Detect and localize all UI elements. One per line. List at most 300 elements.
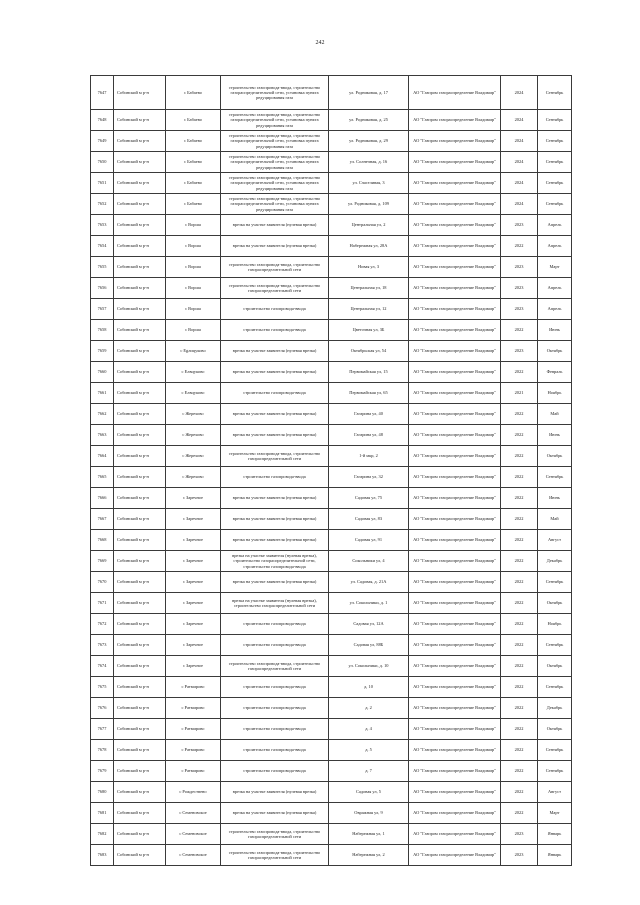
work-type-cell: строительство газопровода-ввода, строительство газораспределительной сети, установка пункта редуцирования газа xyxy=(221,110,329,131)
work-type-cell: врезка на участке заявителя (нулевая врезка), строительство газораспределительной сети, строительство газопровода-ввода xyxy=(221,551,329,572)
address-cell: Набережная ул, 2 xyxy=(329,845,409,866)
organization-cell: АО "Газпром газораспределение Владимир" xyxy=(409,824,501,845)
work-type-cell: строительство газопровода-ввода, строительство газораспределительной сети, установка пункта редуцирования газа xyxy=(221,131,329,152)
district-cell: Собинский м р-н xyxy=(114,320,166,341)
year-cell: 2022 xyxy=(501,530,538,551)
address-cell: Набережная ул, 1 xyxy=(329,824,409,845)
month-cell: Февраль xyxy=(538,362,572,383)
year-cell: 2022 xyxy=(501,698,538,719)
organization-cell: АО "Газпром газораспределение Владимир" xyxy=(409,656,501,677)
work-type-cell: строительство газопровода-ввода, строительство газораспределительной сети, установка пункта редуцирования газа xyxy=(221,76,329,110)
organization-cell: АО "Газпром газораспределение Владимир" xyxy=(409,593,501,614)
work-type-cell: строительство газопровода-ввода, строительство газораспределительной сети xyxy=(221,656,329,677)
settlement-cell: с Заречное xyxy=(166,656,221,677)
month-cell: Октябрь xyxy=(538,719,572,740)
row-number: 7649 xyxy=(91,131,114,152)
table-row xyxy=(91,845,572,866)
work-type-cell: врезка на участке заявителя (нулевая врезка) xyxy=(221,782,329,803)
row-number: 7650 xyxy=(91,152,114,173)
address-cell: Гагарина ул, 40 xyxy=(329,404,409,425)
year-cell: 2022 xyxy=(501,677,538,698)
district-cell: Собинский м р-н xyxy=(114,782,166,803)
work-type-cell: строительство газопровода-ввода xyxy=(221,761,329,782)
year-cell: 2022 xyxy=(501,803,538,824)
settlement-cell: с Ворша xyxy=(166,236,221,257)
work-type-cell: врезка на участке заявителя (нулевая врезка) xyxy=(221,572,329,593)
table-row xyxy=(91,278,572,299)
address-cell: ул. Сокольники, д. 1 xyxy=(329,593,409,614)
year-cell: 2022 xyxy=(501,656,538,677)
work-type-cell: строительство газопровода-ввода, строительство газораспределительной сети xyxy=(221,824,329,845)
row-number: 7679 xyxy=(91,761,114,782)
address-cell: д. 4 xyxy=(329,719,409,740)
settlement-cell: с Семеновское xyxy=(166,803,221,824)
month-cell: Июнь xyxy=(538,425,572,446)
district-cell: Собинский м р-н xyxy=(114,236,166,257)
month-cell: Июнь xyxy=(538,320,572,341)
work-type-cell: врезка на участке заявителя (нулевая врезка) xyxy=(221,215,329,236)
table-row xyxy=(91,362,572,383)
month-cell: Октябрь xyxy=(538,446,572,467)
work-type-cell: врезка на участке заявителя (нулевая врезка) xyxy=(221,488,329,509)
row-number: 7647 xyxy=(91,76,114,110)
address-cell: Садовая ул, 75 xyxy=(329,488,409,509)
month-cell: Июнь xyxy=(538,488,572,509)
organization-cell: АО "Газпром газораспределение Владимир" xyxy=(409,551,501,572)
month-cell: Декабрь xyxy=(538,551,572,572)
year-cell: 2023 xyxy=(501,845,538,866)
year-cell: 2024 xyxy=(501,131,538,152)
organization-cell: АО "Газпром газораспределение Владимир" xyxy=(409,761,501,782)
organization-cell: АО "Газпром газораспределение Владимир" xyxy=(409,677,501,698)
address-cell: Первомайская ул, 15 xyxy=(329,362,409,383)
row-number: 7652 xyxy=(91,194,114,215)
year-cell: 2022 xyxy=(501,404,538,425)
organization-cell: АО "Газпром газораспределение Владимир" xyxy=(409,698,501,719)
work-type-cell: строительство газопровода-ввода xyxy=(221,635,329,656)
month-cell: Сентябрь xyxy=(538,677,572,698)
work-type-cell: строительство газопровода-ввода xyxy=(221,614,329,635)
row-number: 7680 xyxy=(91,782,114,803)
district-cell: Собинский м р-н xyxy=(114,740,166,761)
district-cell: Собинский м р-н xyxy=(114,278,166,299)
organization-cell: АО "Газпром газораспределение Владимир" xyxy=(409,173,501,194)
table-row xyxy=(91,635,572,656)
organization-cell: АО "Газпром газораспределение Владимир" xyxy=(409,719,501,740)
organization-cell: АО "Газпром газораспределение Владимир" xyxy=(409,215,501,236)
settlement-cell: с Ворша xyxy=(166,320,221,341)
year-cell: 2022 xyxy=(501,761,538,782)
row-number: 7656 xyxy=(91,278,114,299)
year-cell: 2022 xyxy=(501,614,538,635)
district-cell: Собинский м р-н xyxy=(114,425,166,446)
address-cell: Гагарина ул, 32 xyxy=(329,467,409,488)
year-cell: 2023 xyxy=(501,824,538,845)
table-row xyxy=(91,740,572,761)
district-cell: Собинский м р-н xyxy=(114,215,166,236)
district-cell: Собинский м р-н xyxy=(114,845,166,866)
district-cell: Собинский м р-н xyxy=(114,698,166,719)
organization-cell: АО "Газпром газораспределение Владимир" xyxy=(409,320,501,341)
settlement-cell: с Жерехово xyxy=(166,425,221,446)
row-number: 7666 xyxy=(91,488,114,509)
month-cell: Январь xyxy=(538,824,572,845)
district-cell: Собинский м р-н xyxy=(114,76,166,110)
row-number: 7655 xyxy=(91,257,114,278)
settlement-cell: с Бабаево xyxy=(166,194,221,215)
month-cell: Август xyxy=(538,782,572,803)
work-type-cell: строительство газопровода-ввода xyxy=(221,320,329,341)
table-row xyxy=(91,76,572,110)
row-number: 7654 xyxy=(91,236,114,257)
month-cell: Сентябрь xyxy=(538,740,572,761)
work-type-cell: строительство газопровода-ввода, строительство газораспределительной сети, установка пункта редуцирования газа xyxy=(221,152,329,173)
district-cell: Собинский м р-н xyxy=(114,341,166,362)
month-cell: Сентябрь xyxy=(538,76,572,110)
table-row xyxy=(91,257,572,278)
work-type-cell: строительство газопровода-ввода xyxy=(221,719,329,740)
row-number: 7661 xyxy=(91,383,114,404)
settlement-cell: с Заречное xyxy=(166,614,221,635)
organization-cell: АО "Газпром газораспределение Владимир" xyxy=(409,131,501,152)
address-cell: д. 5 xyxy=(329,740,409,761)
settlement-cell: с Ратмирово xyxy=(166,719,221,740)
row-number: 7668 xyxy=(91,530,114,551)
work-type-cell: врезка на участке заявителя (нулевая врезка) xyxy=(221,341,329,362)
table-row xyxy=(91,572,572,593)
settlement-cell: с Семеновское xyxy=(166,845,221,866)
row-number: 7681 xyxy=(91,803,114,824)
table-row xyxy=(91,803,572,824)
table-row xyxy=(91,173,572,194)
district-cell: Собинский м р-н xyxy=(114,824,166,845)
year-cell: 2022 xyxy=(501,782,538,803)
row-number: 7675 xyxy=(91,677,114,698)
row-number: 7673 xyxy=(91,635,114,656)
month-cell: Март xyxy=(538,257,572,278)
year-cell: 2022 xyxy=(501,446,538,467)
table-row xyxy=(91,530,572,551)
work-type-cell: строительство газопровода-ввода xyxy=(221,740,329,761)
year-cell: 2024 xyxy=(501,173,538,194)
organization-cell: АО "Газпром газораспределение Владимир" xyxy=(409,404,501,425)
district-cell: Собинский м р-н xyxy=(114,614,166,635)
organization-cell: АО "Газпром газораспределение Владимир" xyxy=(409,383,501,404)
address-cell: ул. Счастливая, 3 xyxy=(329,173,409,194)
page-number: 242 xyxy=(315,40,325,46)
district-cell: Собинский м р-н xyxy=(114,719,166,740)
table-row xyxy=(91,677,572,698)
row-number: 7663 xyxy=(91,425,114,446)
address-cell: Октябрьская ул, 54 xyxy=(329,341,409,362)
organization-cell: АО "Газпром газораспределение Владимир" xyxy=(409,488,501,509)
address-cell: Садовая ул, 83 xyxy=(329,509,409,530)
month-cell: Апрель xyxy=(538,278,572,299)
organization-cell: АО "Газпром газораспределение Владимир" xyxy=(409,341,501,362)
month-cell: Апрель xyxy=(538,215,572,236)
district-cell: Собинский м р-н xyxy=(114,761,166,782)
row-number: 7662 xyxy=(91,404,114,425)
address-cell: ул. Родниковая, д. 29 xyxy=(329,131,409,152)
address-cell: д. 7 xyxy=(329,761,409,782)
row-number: 7670 xyxy=(91,572,114,593)
organization-cell: АО "Газпром газораспределение Владимир" xyxy=(409,572,501,593)
year-cell: 2023 xyxy=(501,215,538,236)
year-cell: 2022 xyxy=(501,719,538,740)
address-cell: Первомайская ул, 65 xyxy=(329,383,409,404)
month-cell: Апрель xyxy=(538,299,572,320)
organization-cell: АО "Газпром газораспределение Владимир" xyxy=(409,845,501,866)
address-cell: Садовая ул, 91 xyxy=(329,530,409,551)
work-type-cell: врезка на участке заявителя (нулевая врезка) xyxy=(221,803,329,824)
row-number: 7677 xyxy=(91,719,114,740)
district-cell: Собинский м р-н xyxy=(114,530,166,551)
year-cell: 2022 xyxy=(501,740,538,761)
month-cell: Сентябрь xyxy=(538,152,572,173)
work-type-cell: строительство газопровода-ввода, строительство газораспределительной сети xyxy=(221,446,329,467)
table-row xyxy=(91,320,572,341)
row-number: 7665 xyxy=(91,467,114,488)
row-number: 7658 xyxy=(91,320,114,341)
organization-cell: АО "Газпром газораспределение Владимир" xyxy=(409,194,501,215)
district-cell: Собинский м р-н xyxy=(114,173,166,194)
year-cell: 2022 xyxy=(501,362,538,383)
organization-cell: АО "Газпром газораспределение Владимир" xyxy=(409,782,501,803)
settlement-cell: с Ворша xyxy=(166,278,221,299)
row-number: 7651 xyxy=(91,173,114,194)
work-type-cell: врезка на участке заявителя (нулевая врезка) xyxy=(221,236,329,257)
year-cell: 2024 xyxy=(501,194,538,215)
work-type-cell: врезка на участке заявителя (нулевая врезка) xyxy=(221,530,329,551)
district-cell: Собинский м р-н xyxy=(114,110,166,131)
table-row xyxy=(91,341,572,362)
month-cell: Ноябрь xyxy=(538,614,572,635)
row-number: 7676 xyxy=(91,698,114,719)
settlement-cell: с Рождествено xyxy=(166,782,221,803)
district-cell: Собинский м р-н xyxy=(114,194,166,215)
table-row xyxy=(91,110,572,131)
table-row xyxy=(91,719,572,740)
table-row xyxy=(91,509,572,530)
district-cell: Собинский м р-н xyxy=(114,593,166,614)
address-cell: Цветочная ул, 3Б xyxy=(329,320,409,341)
table-row xyxy=(91,698,572,719)
year-cell: 2022 xyxy=(501,509,538,530)
gasification-table xyxy=(90,75,572,866)
row-number: 7678 xyxy=(91,740,114,761)
organization-cell: АО "Газпром газораспределение Владимир" xyxy=(409,614,501,635)
settlement-cell: с Бабаево xyxy=(166,76,221,110)
table-row xyxy=(91,488,572,509)
address-cell: Гагарина ул, 48 xyxy=(329,425,409,446)
settlement-cell: с Бабаево xyxy=(166,110,221,131)
work-type-cell: строительство газопровода-ввода, строительство газораспределительной сети xyxy=(221,257,329,278)
organization-cell: АО "Газпром газораспределение Владимир" xyxy=(409,467,501,488)
settlement-cell: с Семеновское xyxy=(166,824,221,845)
address-cell: Сокольники ул, 4 xyxy=(329,551,409,572)
district-cell: Собинский м р-н xyxy=(114,257,166,278)
year-cell: 2023 xyxy=(501,257,538,278)
month-cell: Декабрь xyxy=(538,698,572,719)
table-row xyxy=(91,131,572,152)
district-cell: Собинский м р-н xyxy=(114,152,166,173)
address-cell: Садовая ул, 12А xyxy=(329,614,409,635)
table-row xyxy=(91,467,572,488)
work-type-cell: врезка на участке заявителя (нулевая врезка), строительство газораспределительной сети xyxy=(221,593,329,614)
month-cell: Март xyxy=(538,803,572,824)
table-row xyxy=(91,782,572,803)
table-row xyxy=(91,656,572,677)
row-number: 7674 xyxy=(91,656,114,677)
year-cell: 2022 xyxy=(501,488,538,509)
work-type-cell: строительство газопровода-ввода, строительство газораспределительной сети xyxy=(221,278,329,299)
organization-cell: АО "Газпром газораспределение Владимир" xyxy=(409,76,501,110)
organization-cell: АО "Газпром газораспределение Владимир" xyxy=(409,740,501,761)
settlement-cell: с Заречное xyxy=(166,530,221,551)
address-cell: Набережная ул, 28А xyxy=(329,236,409,257)
work-type-cell: строительство газопровода-ввода, строительство газораспределительной сети xyxy=(221,845,329,866)
address-cell: Центральная ул, 18 xyxy=(329,278,409,299)
table-row xyxy=(91,152,572,173)
row-number: 7664 xyxy=(91,446,114,467)
settlement-cell: с Елвцуково xyxy=(166,383,221,404)
row-number: 7671 xyxy=(91,593,114,614)
table-row xyxy=(91,383,572,404)
table-row xyxy=(91,236,572,257)
settlement-cell: с Жерехово xyxy=(166,404,221,425)
month-cell: Сентябрь xyxy=(538,173,572,194)
organization-cell: АО "Газпром газораспределение Владимир" xyxy=(409,635,501,656)
address-cell: ул. Родниковая, д. 17 xyxy=(329,76,409,110)
settlement-cell: с Ворша xyxy=(166,257,221,278)
organization-cell: АО "Газпром газораспределение Владимир" xyxy=(409,257,501,278)
row-number: 7672 xyxy=(91,614,114,635)
month-cell: Сентябрь xyxy=(538,761,572,782)
row-number: 7683 xyxy=(91,845,114,866)
table-row xyxy=(91,299,572,320)
year-cell: 2022 xyxy=(501,425,538,446)
year-cell: 2024 xyxy=(501,76,538,110)
district-cell: Собинский м р-н xyxy=(114,131,166,152)
work-type-cell: строительство газопровода-ввода xyxy=(221,677,329,698)
month-cell: Октябрь xyxy=(538,341,572,362)
district-cell: Собинский м р-н xyxy=(114,446,166,467)
address-cell: ул. Сокольники, д. 10 xyxy=(329,656,409,677)
month-cell: Май xyxy=(538,404,572,425)
row-number: 7657 xyxy=(91,299,114,320)
table-row xyxy=(91,194,572,215)
district-cell: Собинский м р-н xyxy=(114,488,166,509)
year-cell: 2023 xyxy=(501,299,538,320)
work-type-cell: врезка на участке заявителя (нулевая врезка) xyxy=(221,425,329,446)
year-cell: 2021 xyxy=(501,383,538,404)
year-cell: 2023 xyxy=(501,341,538,362)
year-cell: 2022 xyxy=(501,467,538,488)
work-type-cell: строительство газопровода-ввода xyxy=(221,383,329,404)
settlement-cell: с Ворша xyxy=(166,215,221,236)
work-type-cell: строительство газопровода-ввода xyxy=(221,299,329,320)
district-cell: Собинский м р-н xyxy=(114,677,166,698)
address-cell: ул. Родниковая, д. 109 xyxy=(329,194,409,215)
table-row xyxy=(91,824,572,845)
address-cell: д. 10 xyxy=(329,677,409,698)
district-cell: Собинский м р-н xyxy=(114,299,166,320)
settlement-cell: с Заречное xyxy=(166,509,221,530)
year-cell: 2022 xyxy=(501,236,538,257)
district-cell: Собинский м р-н xyxy=(114,572,166,593)
work-type-cell: строительство газопровода-ввода xyxy=(221,467,329,488)
settlement-cell: с Заречное xyxy=(166,488,221,509)
work-type-cell: врезка на участке заявителя (нулевая врезка) xyxy=(221,509,329,530)
table-row xyxy=(91,614,572,635)
row-number: 7669 xyxy=(91,551,114,572)
month-cell: Ноябрь xyxy=(538,383,572,404)
address-cell: Центральная ул, 12 xyxy=(329,299,409,320)
work-type-cell: строительство газопровода-ввода xyxy=(221,698,329,719)
table-row xyxy=(91,761,572,782)
address-cell: ул. Садовая, д. 21А xyxy=(329,572,409,593)
month-cell: Сентябрь xyxy=(538,110,572,131)
work-type-cell: строительство газопровода-ввода, строительство газораспределительной сети, установка пункта редуцирования газа xyxy=(221,173,329,194)
settlement-cell: с Бабаево xyxy=(166,131,221,152)
table-row xyxy=(91,593,572,614)
district-cell: Собинский м р-н xyxy=(114,803,166,824)
settlement-cell: с Заречное xyxy=(166,551,221,572)
organization-cell: АО "Газпром газораспределение Владимир" xyxy=(409,236,501,257)
settlement-cell: с Елвцуково xyxy=(166,362,221,383)
address-cell: Овражная ул, 9 xyxy=(329,803,409,824)
month-cell: Январь xyxy=(538,845,572,866)
organization-cell: АО "Газпром газораспределение Владимир" xyxy=(409,362,501,383)
month-cell: Октябрь xyxy=(538,656,572,677)
settlement-cell: с Ворша xyxy=(166,299,221,320)
year-cell: 2022 xyxy=(501,593,538,614)
organization-cell: АО "Газпром газораспределение Владимир" xyxy=(409,509,501,530)
table-row xyxy=(91,551,572,572)
district-cell: Собинский м р-н xyxy=(114,635,166,656)
settlement-cell: с Заречное xyxy=(166,572,221,593)
row-number: 7682 xyxy=(91,824,114,845)
year-cell: 2022 xyxy=(501,572,538,593)
table-row xyxy=(91,425,572,446)
district-cell: Собинский м р-н xyxy=(114,362,166,383)
month-cell: Май xyxy=(538,509,572,530)
address-cell: ул. Родниковая, д. 25 xyxy=(329,110,409,131)
district-cell: Собинский м р-н xyxy=(114,383,166,404)
organization-cell: АО "Газпром газораспределение Владимир" xyxy=(409,110,501,131)
settlement-cell: с Заречное xyxy=(166,635,221,656)
address-cell: Центральная ул, 2 xyxy=(329,215,409,236)
address-cell: Садовая ул, 88Б xyxy=(329,635,409,656)
month-cell: Апрель xyxy=(538,236,572,257)
address-cell: ул. Солнечная, д. 16 xyxy=(329,152,409,173)
month-cell: Сентябрь xyxy=(538,572,572,593)
work-type-cell: строительство газопровода-ввода, строительство газораспределительной сети, установка пункта редуцирования газа xyxy=(221,194,329,215)
address-cell: Садовая ул, 5 xyxy=(329,782,409,803)
row-number: 7667 xyxy=(91,509,114,530)
address-cell: Новая ул, 3 xyxy=(329,257,409,278)
row-number: 7660 xyxy=(91,362,114,383)
row-number: 7653 xyxy=(91,215,114,236)
settlement-cell: с Бабаево xyxy=(166,173,221,194)
work-type-cell: врезка на участке заявителя (нулевая врезка) xyxy=(221,404,329,425)
table-row xyxy=(91,446,572,467)
month-cell: Август xyxy=(538,530,572,551)
row-number: 7648 xyxy=(91,110,114,131)
district-cell: Собинский м р-н xyxy=(114,551,166,572)
year-cell: 2022 xyxy=(501,551,538,572)
year-cell: 2024 xyxy=(501,152,538,173)
